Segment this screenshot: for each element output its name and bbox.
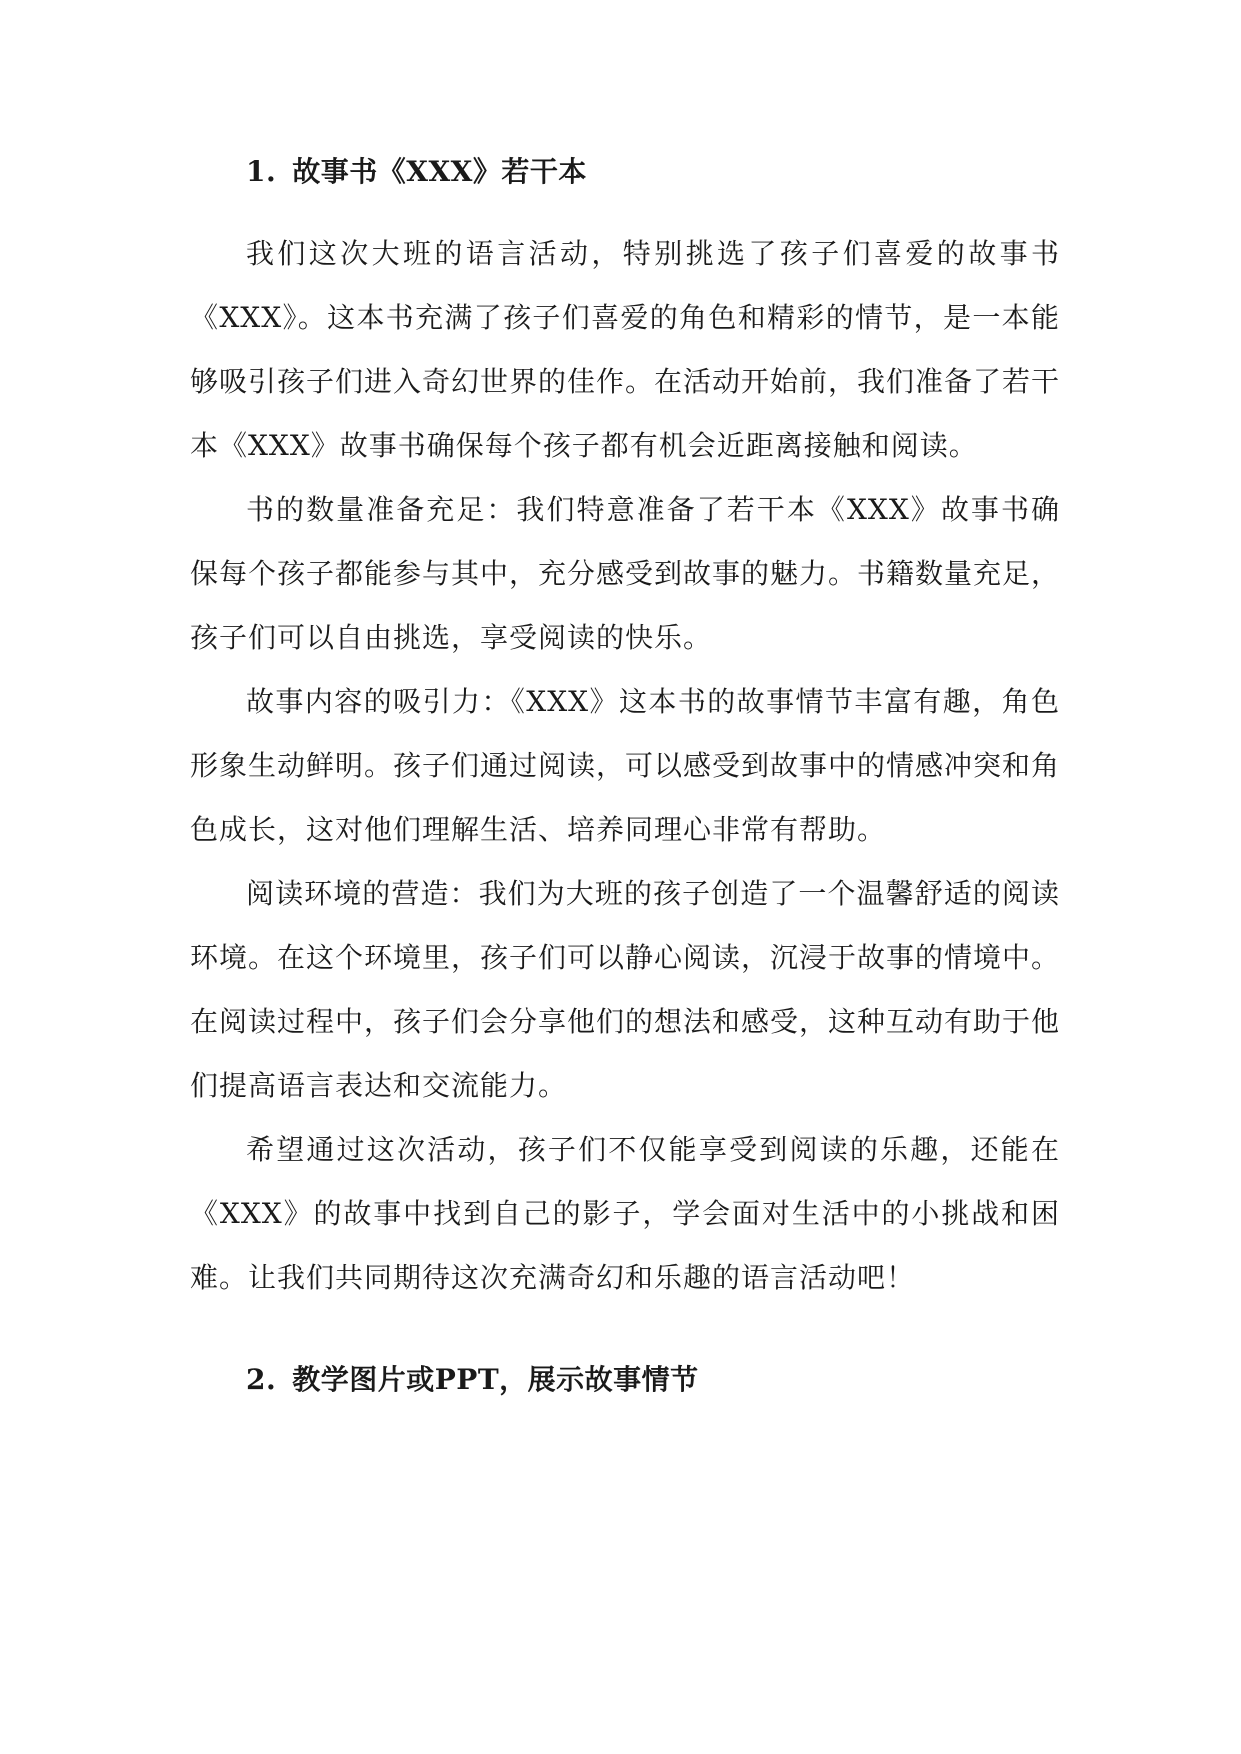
section-number: 1. xyxy=(246,155,277,188)
section-title: 故事书《XXX》若干本 xyxy=(292,155,587,188)
paragraph-reading-environment: 阅读环境的营造：我们为大班的孩子创造了一个温馨舒适的阅读环境。在这个环境里，孩子们可以静心阅读，沉浸于故事的情境中。在阅读过程中，孩子们会分享他们的想法和感受，这种互动有助于他们提高语言表达和交流能力。 xyxy=(190,877,1061,1102)
section-number: 2. xyxy=(246,1363,277,1396)
paragraph-book-quantity: 书的数量准备充足：我们特意准备了若干本《XXX》故事书确保每个孩子都能参与其中，充分感受到故事的魅力。书籍数量充足，孩子们可以自由挑选，享受阅读的快乐。 xyxy=(190,493,1061,654)
section-heading-1 xyxy=(246,140,1060,204)
paragraph-closing: 希望通过这次活动，孩子们不仅能享受到阅读的乐趣，还能在《XXX》的故事中找到自己的影子，学会面对生活中的小挑战和困难。让我们共同期待这次充满奇幻和乐趣的语言活动吧！ xyxy=(190,1133,1060,1294)
document-body xyxy=(190,140,1060,1412)
paragraph-intro: 我们这次大班的语言活动，特别挑选了孩子们喜爱的故事书《XXX》。这本书充满了孩子们喜爱的角色和精彩的情节，是一本能够吸引孩子们进入奇幻世界的佳作。在活动开始前，我们准备了若干本《XXX》故事书确保每个孩子都有机会近距离接触和阅读。 xyxy=(190,237,1061,462)
section-title: 教学图片或PPT，展示故事情节 xyxy=(292,1363,699,1396)
paragraph-story-appeal: 故事内容的吸引力：《XXX》这本书的故事情节丰富有趣，角色形象生动鲜明。孩子们通过阅读，可以感受到故事中的情感冲突和角色成长，这对他们理解生活、培养同理心非常有帮助。 xyxy=(190,685,1061,846)
section-heading-2 xyxy=(246,1348,1060,1412)
